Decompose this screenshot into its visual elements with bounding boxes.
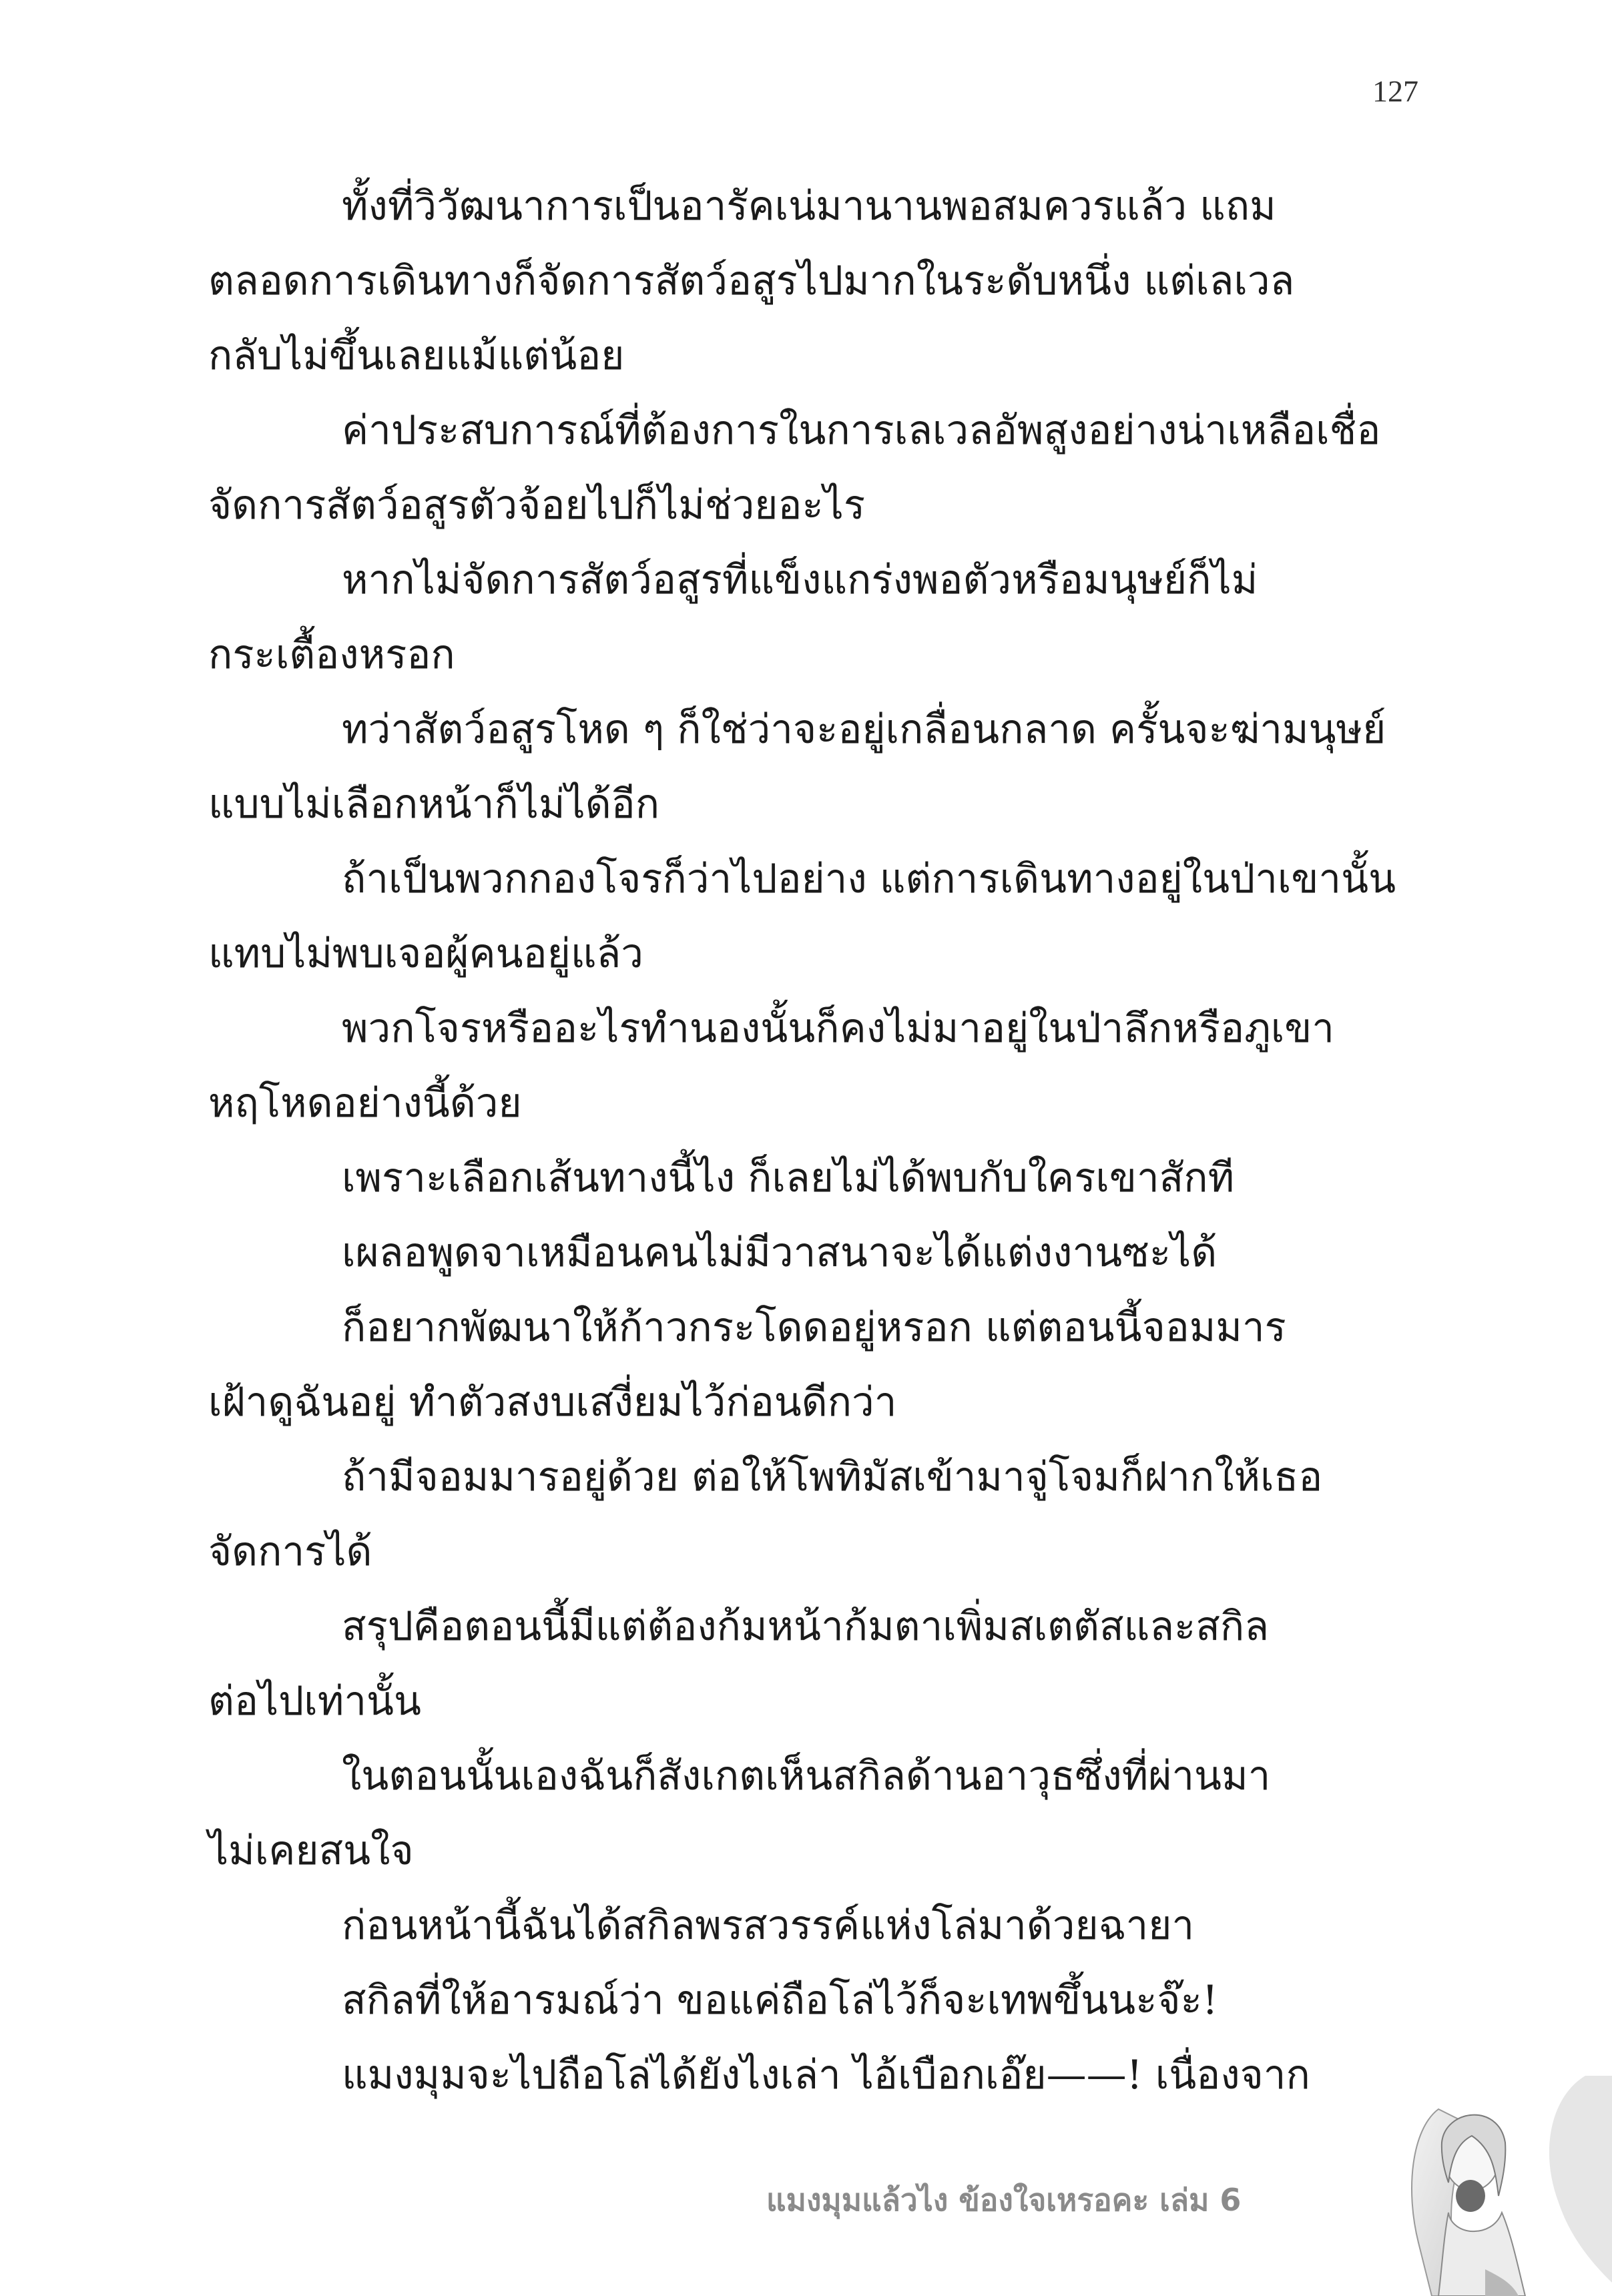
text-line: พวกโจรหรืออะไรทำนองนั้นก็คงไม่มาอยู่ในป่าลึกหรือภูเขา <box>342 1005 1334 1052</box>
text-line: แมงมุมจะไปถือโล่ได้ยังไงเล่า ไอ้เบือกเอ๊ย——! เนื่องจาก <box>342 2052 1310 2098</box>
text-line: แบบไม่เลือกหน้าก็ไม่ได้อีก <box>208 781 660 828</box>
text-line: ตลอดการเดินทางก็จัดการสัตว์อสูรไปมากในระดับหนึ่ง แต่เลเวล <box>208 258 1295 304</box>
text-line: กระเตื้องหรอก <box>208 631 455 678</box>
text-line: ทั้งที่วิวัฒนาการเป็นอารัคเน่มานานพอสมควรแล้ว แถม <box>342 183 1276 230</box>
text-line: เผลอพูดจาเหมือนคนไม่มีวาสนาจะได้แต่งงานซะได้ <box>342 1229 1218 1276</box>
text-line: หฤโหดอย่างนี้ด้วย <box>208 1080 522 1127</box>
text-line: ในตอนนั้นเองฉันก็สังเกตเห็นสกิลด้านอาวุธซึ่งที่ผ่านมา <box>342 1753 1271 1799</box>
text-line: เฝ้าดูฉันอยู่ ทำตัวสงบเสงี่ยมไว้ก่อนดีกว่า <box>208 1379 897 1426</box>
text-line: ถ้าเป็นพวกกองโจรก็ว่าไปอย่าง แต่การเดินทางอยู่ในป่าเขานั้น <box>342 856 1396 902</box>
text-line: ค่าประสบการณ์ที่ต้องการในการเลเวลอัพสูงอย่างน่าเหลือเชื่อ <box>342 407 1381 454</box>
text-line: สรุปคือตอนนี้มีแต่ต้องก้มหน้าก้มตาเพิ่มสเตตัสและสกิล <box>342 1603 1269 1650</box>
text-line: ต่อไปเท่านั้น <box>208 1678 422 1725</box>
text-line: ถ้ามีจอมมารอยู่ด้วย ต่อให้โพทิมัสเข้ามาจู่โจมก็ฝากให้เธอ <box>342 1454 1323 1500</box>
text-line: หากไม่จัดการสัตว์อสูรที่แข็งแกร่งพอตัวหรือมนุษย์ก็ไม่ <box>342 557 1258 603</box>
text-line: แทบไม่พบเจอผู้คนอยู่แล้ว <box>208 930 644 977</box>
text-line: ก็อยากพัฒนาให้ก้าวกระโดดอยู่หรอก แต่ตอนนี้จอมมาร <box>342 1304 1286 1351</box>
text-line: สกิลที่ให้อารมณ์ว่า ขอแค่ถือโล่ไว้ก็จะเทพขึ้นนะจ๊ะ! <box>342 1977 1218 2024</box>
text-line: กลับไม่ขึ้นเลยแม้แต่น้อย <box>208 332 625 379</box>
page-number: 127 <box>1372 74 1418 108</box>
text-line: จัดการสัตว์อสูรตัวจ้อยไปก็ไม่ช่วยอะไร <box>208 482 866 529</box>
text-line: ไม่เคยสนใจ <box>208 1827 414 1874</box>
text-line: จัดการได้ <box>208 1528 372 1575</box>
text-line: เพราะเลือกเส้นทางนี้ไง ก็เลยไม่ได้พบกับใครเขาสักที <box>342 1155 1235 1201</box>
footer-book-title: แมงมุมแล้วไง ข้องใจเหรอคะ เล่ม 6 <box>766 2182 1242 2218</box>
text-line: ก่อนหน้านี้ฉันได้สกิลพรสวรรค์แห่งโล่มาด้วยฉายา <box>342 1902 1195 1949</box>
character-illustration <box>1385 2069 1612 2296</box>
text-line: ทว่าสัตว์อสูรโหด ๆ ก็ใช่ว่าจะอยู่เกลื่อนกลาด ครั้นจะฆ่ามนุษย์ <box>342 706 1386 753</box>
